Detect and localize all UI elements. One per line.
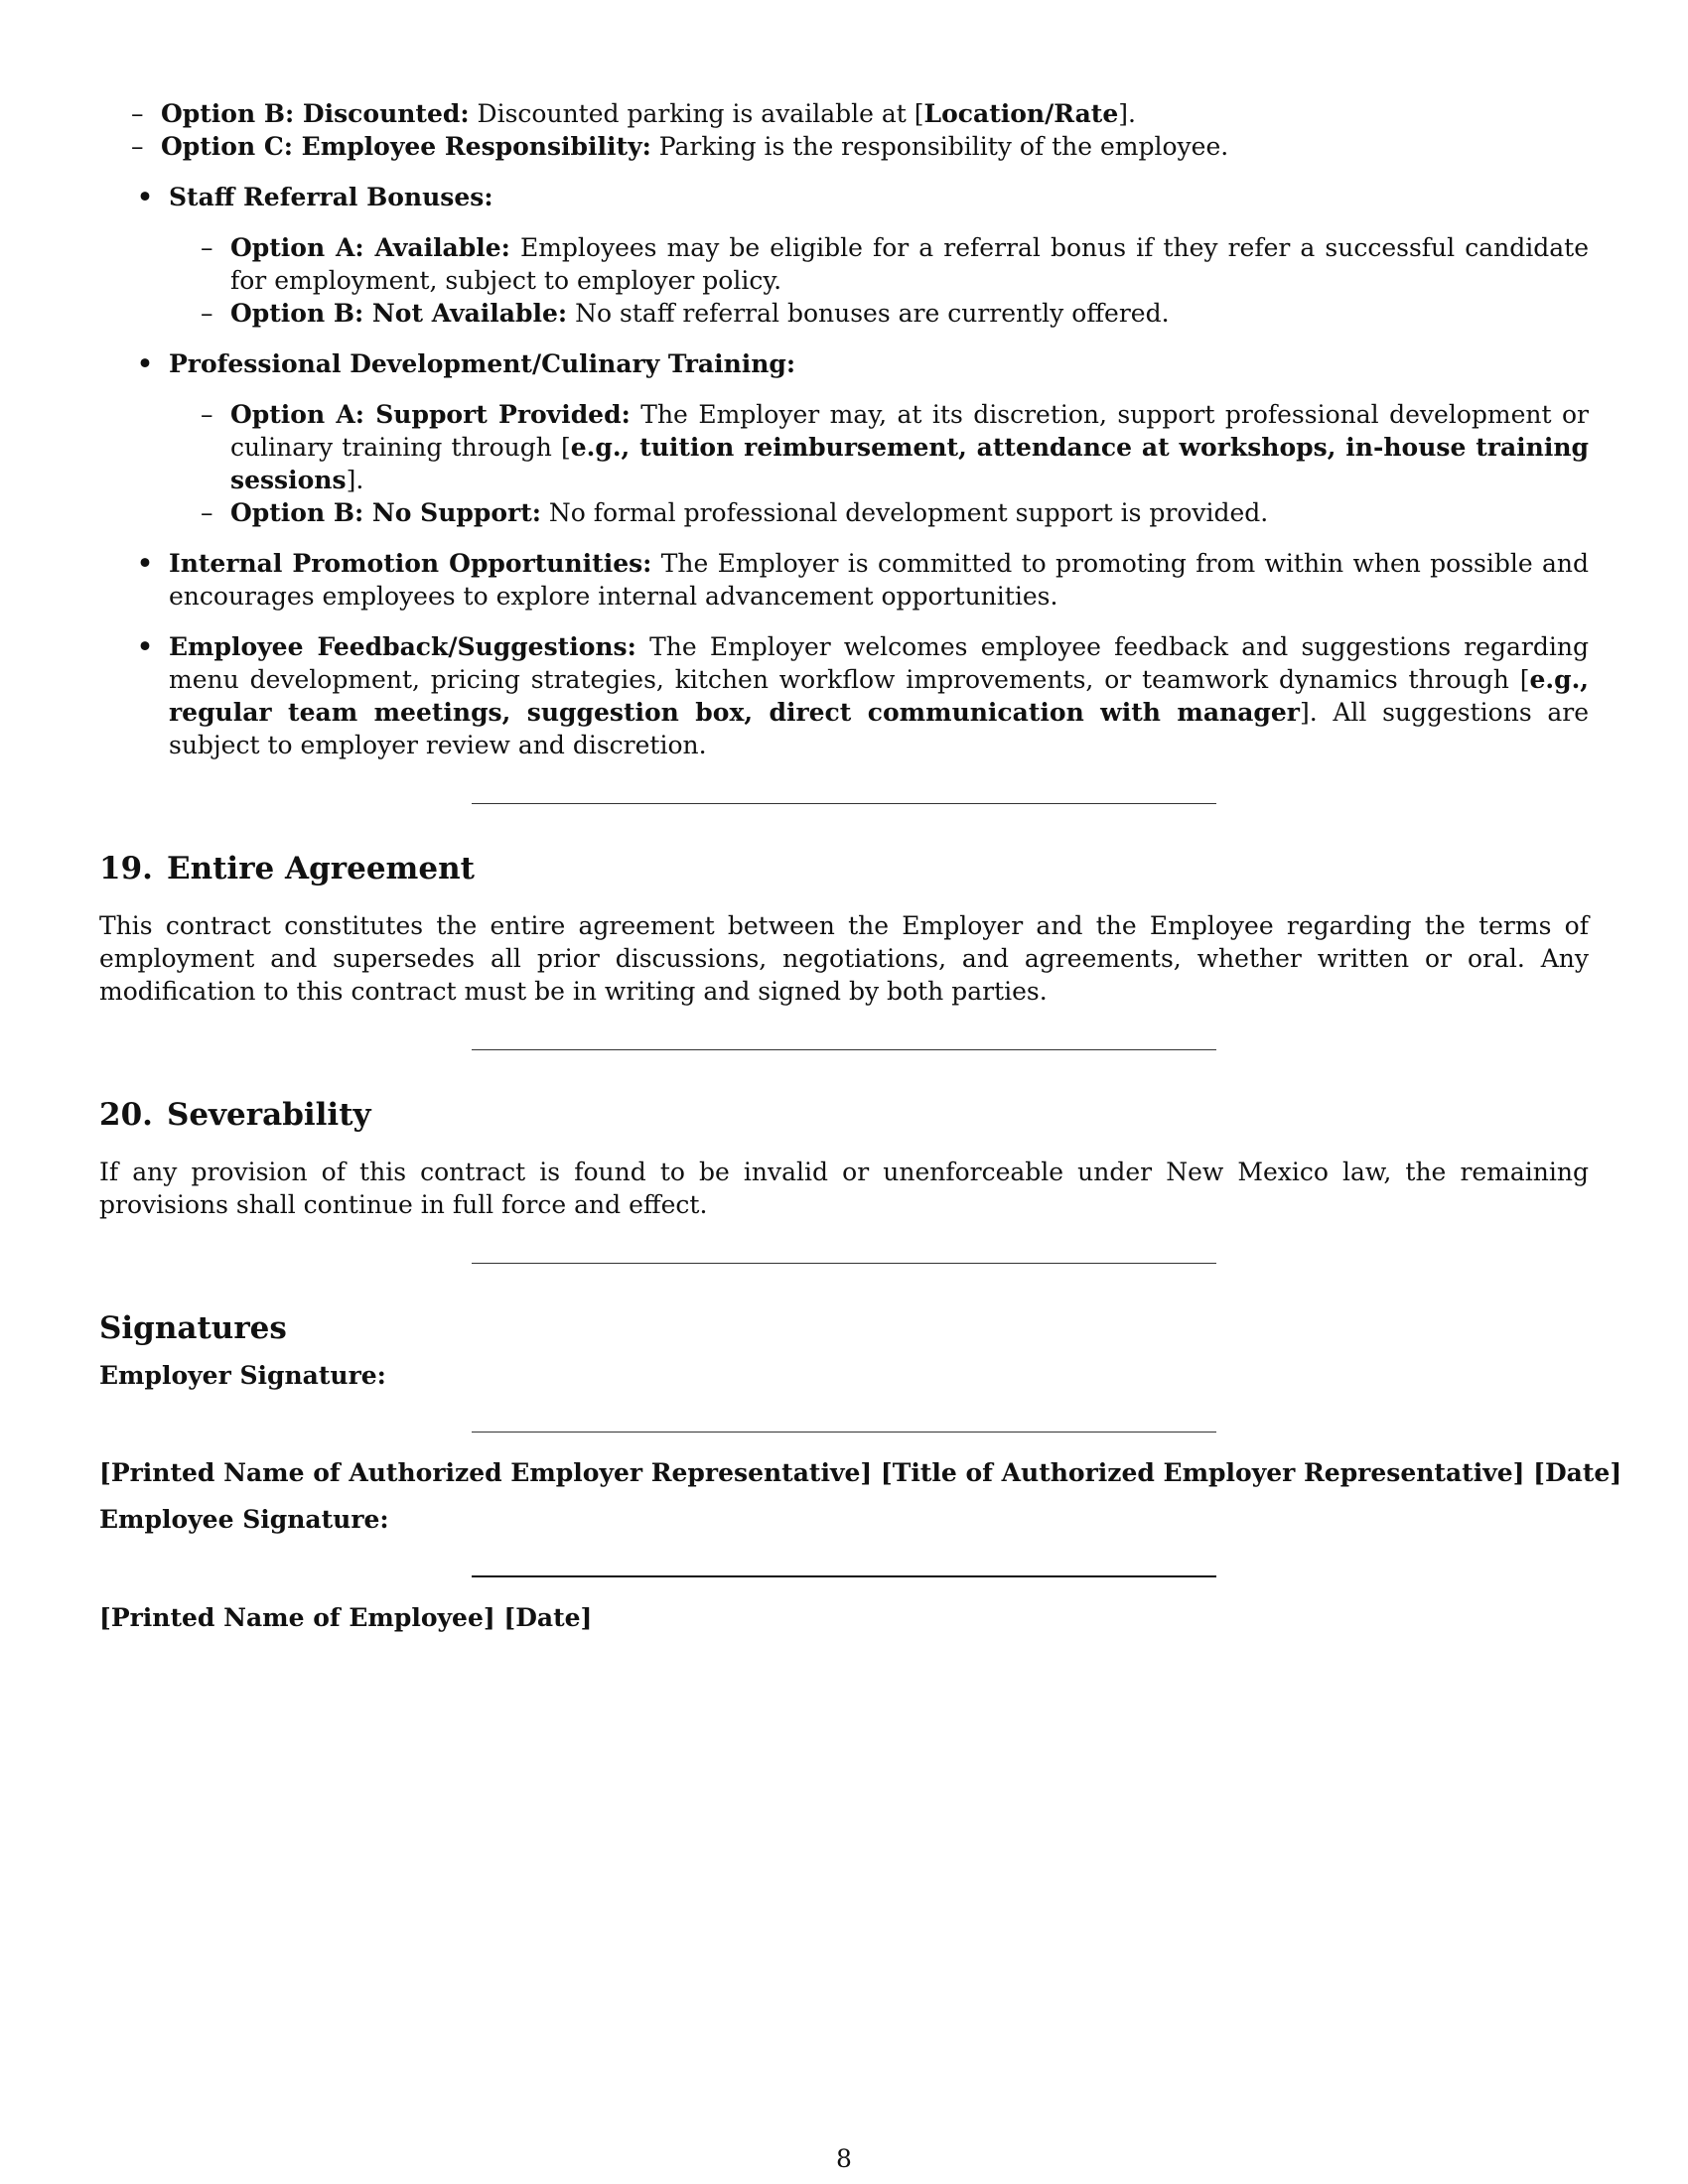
list-item-promotion: • Internal Promotion Opportunities: The Employer is committed to promoting from within when possible and encourages employees to explore internal advancement opportunities. <box>137 549 1589 611</box>
section-divider <box>472 1263 1216 1264</box>
dash-marker: – <box>131 132 144 161</box>
training-option-b: – Option B: No Support: No formal professional development support is provided. <box>201 498 1269 527</box>
employee-signature-label: Employee Signature: <box>99 1505 389 1534</box>
bullet-marker: • <box>137 183 153 211</box>
signatures-heading: Signatures <box>99 1310 287 1346</box>
section-20-body: If any provision of this contract is found to be invalid or unenforceable under New Mexico law, the remaining provisions shall continue in full force and effect. <box>99 1158 1589 1219</box>
employer-signature-label: Employer Signature: <box>99 1361 386 1390</box>
item-heading: Internal Promotion Opportunities: <box>169 549 652 578</box>
benefits-list <box>99 181 1589 761</box>
bullet-marker: • <box>137 549 153 578</box>
page-number: 8 <box>836 2144 852 2173</box>
section-divider <box>472 1049 1216 1050</box>
placeholder-location-rate: Location/Rate <box>923 99 1119 128</box>
section-divider <box>472 803 1216 804</box>
option-label: Option C: Employee Responsibility: <box>161 132 651 161</box>
parking-options-list <box>99 97 1589 163</box>
option-label: Option B: Discounted: <box>161 99 470 128</box>
item-heading: Employee Feedback/Suggestions: <box>169 632 636 661</box>
list-item-referral <box>99 181 1589 330</box>
bullet-marker: • <box>137 349 153 378</box>
item-heading: Professional Development/Culinary Training: <box>169 349 796 378</box>
list-item-feedback: • Employee Feedback/Suggestions: The Employer welcomes employee feedback and suggestions regarding menu development, pricing strategies, kitchen workflow improvements, or teamwork dynamics through [e.g., regular team meetings, suggestion box, direct communication with manager]. All suggestions are subject to employer review and discretion. <box>137 632 1589 759</box>
referral-option-a: – Option A: Available: Employees may be eligible for a referral bonus if they refer a successful candidate for employment, subject to employer policy. <box>201 233 1589 295</box>
employer-printed-name: [Printed Name of Authorized Employer Representative] [Title of Authorized Employer Representative] [Date] <box>99 1458 1622 1487</box>
item-heading: Staff Referral Bonuses: <box>169 183 493 211</box>
employee-signature-line <box>472 1575 1216 1577</box>
parking-option-c: – Option C: Employee Responsibility: Parking is the responsibility of the employee. <box>131 132 1229 161</box>
referral-option-b: – Option B: Not Available: No staff referral bonuses are currently offered. <box>201 299 1170 328</box>
training-option-a: – Option A: Support Provided: The Employer may, at its discretion, support professional development or culinary training through [e.g., tuition reimbursement, attendance at workshops, in-house training sessions]. <box>201 400 1589 494</box>
employer-signature-line <box>472 1432 1216 1433</box>
bullet-marker: • <box>137 632 153 661</box>
employee-printed-name: [Printed Name of Employee] [Date] <box>99 1603 593 1632</box>
parking-option-b: – Option B: Discounted: Discounted parking is available at [Location/Rate]. <box>131 99 1136 128</box>
document-page <box>99 97 1622 1634</box>
dash-marker: – <box>131 99 144 128</box>
list-item-training <box>99 347 1589 529</box>
section-20-heading: 20. Severability <box>99 1097 371 1133</box>
section-19-heading: 19. Entire Agreement <box>99 851 475 887</box>
section-19-body: This contract constitutes the entire agreement between the Employer and the Employee regarding the terms of employment and supersedes all prior discussions, negotiations, and agreements, whether written or oral. Any modification to this contract must be in writing and signed by both parties. <box>99 911 1589 1006</box>
